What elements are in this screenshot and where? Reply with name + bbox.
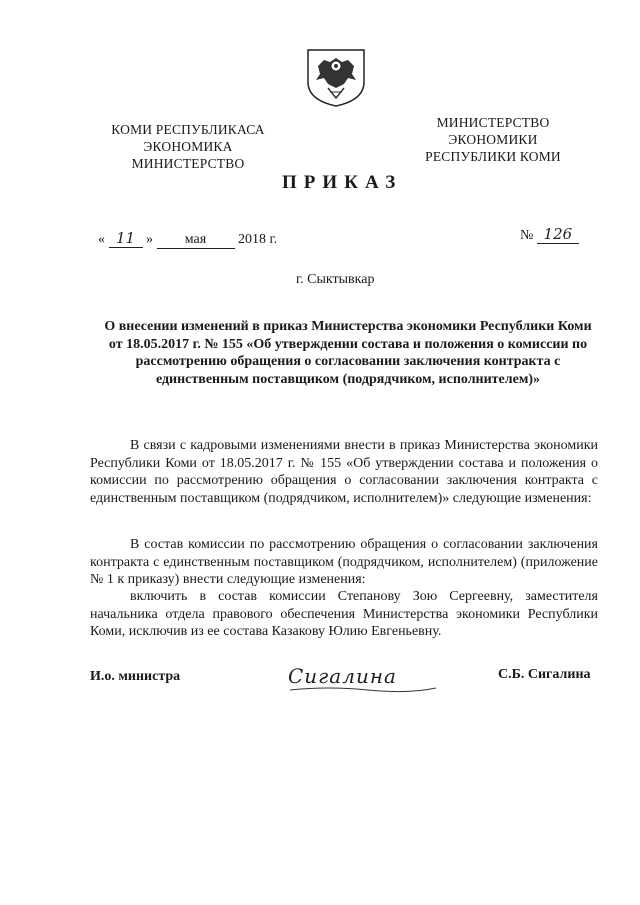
- order-number: [520, 225, 579, 244]
- body-paragraph-1: [90, 437, 598, 507]
- signatory-name: С.Б. Сигалина: [498, 667, 591, 682]
- body-paragraph-3: [90, 588, 598, 641]
- order-number-value: 126: [537, 225, 579, 244]
- date-line: [98, 229, 277, 249]
- date-year: 2018 г.: [238, 232, 278, 247]
- city: г. Сыктывкар: [296, 272, 375, 287]
- document-title: ПРИКАЗ: [282, 172, 403, 193]
- body-paragraph-2: [90, 536, 598, 589]
- date-day: 11: [109, 229, 143, 248]
- header-left-line2: ЭКОНОМИКА МИНИСТЕРСТВО: [131, 139, 245, 171]
- header-right-line1: МИНИСТЕРСТВО ЭКОНОМИКИ: [436, 115, 550, 147]
- date-open-quote: «: [98, 232, 105, 247]
- body-paragraph-3-text: включить в состав комиссии Степанову Зою Сергеевну, заместителя начальника отдела правового обеспечения Министерства экономики Республики Коми, исключив из ее состава Казакову Юлию Евгеньевну.: [90, 589, 598, 639]
- body-paragraph-2-text: В состав комиссии по рассмотрению обращения о согласовании заключения контракта с единственным поставщиком (подрядчиком, исполнителем) (приложение № 1 к приказу) внести следующие изменения:: [90, 537, 598, 587]
- handwritten-signature: Сигалина: [288, 664, 397, 688]
- date-close-quote: »: [146, 232, 153, 247]
- signature-stroke: [288, 684, 438, 696]
- date-month: мая: [157, 232, 235, 249]
- header-left: [88, 121, 288, 172]
- signatory-position: И.о. министра: [90, 669, 181, 684]
- order-subject: О внесении изменений в приказ Министерства экономики Республики Коми от 18.05.2017 г. № 155 «Об утверждении состава и положения о комиссии по рассмотрению обращения о согласовании заключения контракта с единственным поставщиком (подрядчиком, исполнителем)»: [104, 319, 592, 387]
- header-right-line2: РЕСПУБЛИКИ КОМИ: [425, 149, 561, 164]
- coat-of-arms-emblem: [300, 48, 372, 108]
- header-left-line1: КОМИ РЕСПУБЛИКАСА: [111, 122, 265, 137]
- order-number-prefix: №: [520, 228, 534, 243]
- body-paragraph-1-text: В связи с кадровыми изменениями внести в приказ Министерства экономики Республики Коми от 18.05.2017 г. № 155 «Об утверждении состава и положения о комиссии по рассмотрению обращения о согласовании заключения контракта с единственным поставщиком (подрядчиком, исполнителем)» следующие изменения:: [90, 438, 598, 506]
- header-right: [393, 114, 593, 165]
